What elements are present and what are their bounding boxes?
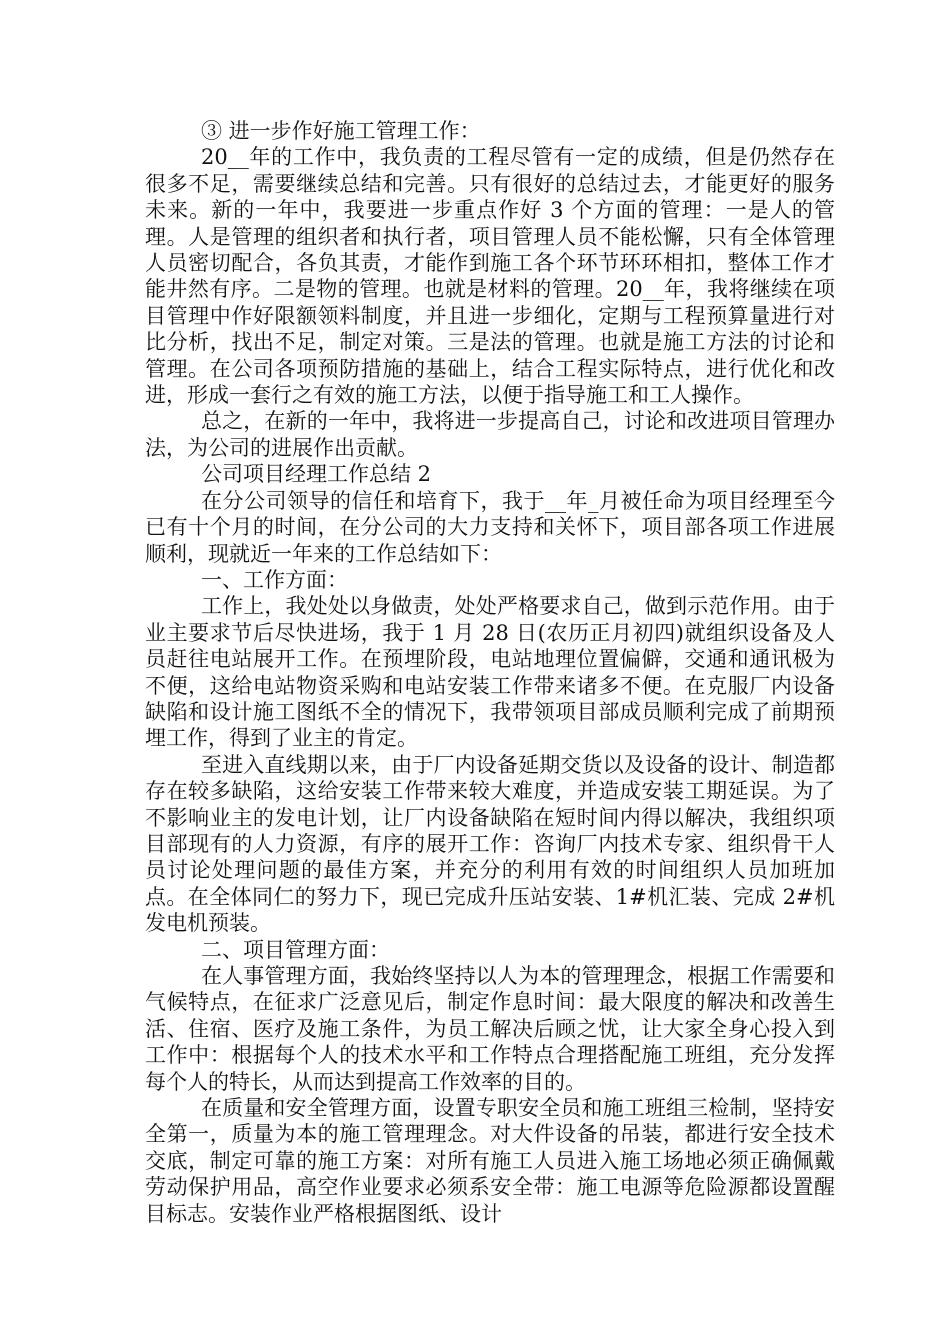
paragraph: 20__年的工作中，我负责的工程尽管有一定的成绩，但是仍然存在很多不足，需要继续总结和完善。只有很好的总结过去，才能更好的服务未来。新的一年中，我要进一步重点作好 3 个方面的管理：一是人的管理。人是管理的组织者和执行者，项目管理人员不能松懈，只有全体管理人员密切配合，各负其责，才能作到施工各个环节环环相扣，整体工作才能井然有序。二是物的管理。也就是材料的管理。20__年，我将继续在项目管理中作好限额领料制度，并且进一步细化，定期与工程预算量进行对比分析，找出不足，制定对策。三是法的管理。也就是施工方法的讨论和管理。在公司各项预防措施的基础上，结合工程实际特点，进行优化和改进，形成一套行之有效的施工方法，以便于指导施工和工人操作。 <box>145 145 835 408</box>
paragraph: 总之，在新的一年中，我将进一步提高自己，讨论和改进项目管理办法，为公司的进展作出贡献。 <box>145 409 835 460</box>
document-title: 公司项目经理工作总结 2 <box>201 462 432 487</box>
section-heading: 二、项目管理方面： <box>201 937 390 962</box>
paragraph: 在人事管理方面，我始终坚持以人为本的管理理念，根据工作需要和气候特点，在征求广泛意见后，制定作息时间：最大限度的解决和改善生活、住宿、医疗及施工条件，为员工解决后顾之忧，让大家全身心投入到工作中：根据每个人的技术水平和工作特点合理搭配施工班组，充分发挥每个人的特长，从而达到提高工作效率的目的。 <box>145 964 835 1094</box>
paragraph: 工作上，我处处以身做责，处处严格要求自己，做到示范作用。由于业主要求节后尽快进场，我于 1 月 28 日(农历正月初四)就组织设备及人员赶往电站展开工作。在预埋阶段，电站地理位置偏僻，交通和通讯极为不便，这给电站物资采购和电站安装工作带来诸多不便。在克服厂内设备缺陷和设计施工图纸不全的情况下，我带领项目部成员顺利完成了前期预埋工作，得到了业主的肯定。 <box>145 594 835 751</box>
paragraph: 在分公司领导的信任和培育下，我于__年_月被任命为项目经理至今已有十个月的时间，在分公司的大力支持和关怀下，项目部各项工作进展顺利，现就近一年来的工作总结如下： <box>145 488 835 566</box>
section-heading: ③ 进一步作好施工管理工作： <box>201 119 481 143</box>
paragraph: 至进入直线期以来，由于厂内设备延期交货以及设备的设计、制造都存在较多缺陷，这给安装工作带来较大难度，并造成安装工期延误。为了不影响业主的发电计划，让厂内设备缺陷在短时间内得以解决，我组织项目部现有的人力资源，有序的展开工作：咨询厂内技术专家、组织骨干人员讨论处理问题的最佳方案，并充分的利用有效的时间组织人员加班加点。在全体同仁的努力下，现已完成升压站安装、1#机汇装、完成 2#机发电机预装。 <box>145 752 835 936</box>
section-heading: 一、工作方面： <box>201 567 348 592</box>
document-body <box>145 118 835 1227</box>
paragraph: 在质量和安全管理方面，设置专职安全员和施工班组三检制，坚持安全第一，质量为本的施工管理理念。对大件设备的吊装，都进行安全技术交底，制定可靠的施工方案：对所有施工人员进入施工场地必须正确佩戴劳动保护用品，高空作业要求必须系安全带：施工电源等危险源都设置醒目标志。安装作业严格根据图纸、设计 <box>145 1096 835 1226</box>
